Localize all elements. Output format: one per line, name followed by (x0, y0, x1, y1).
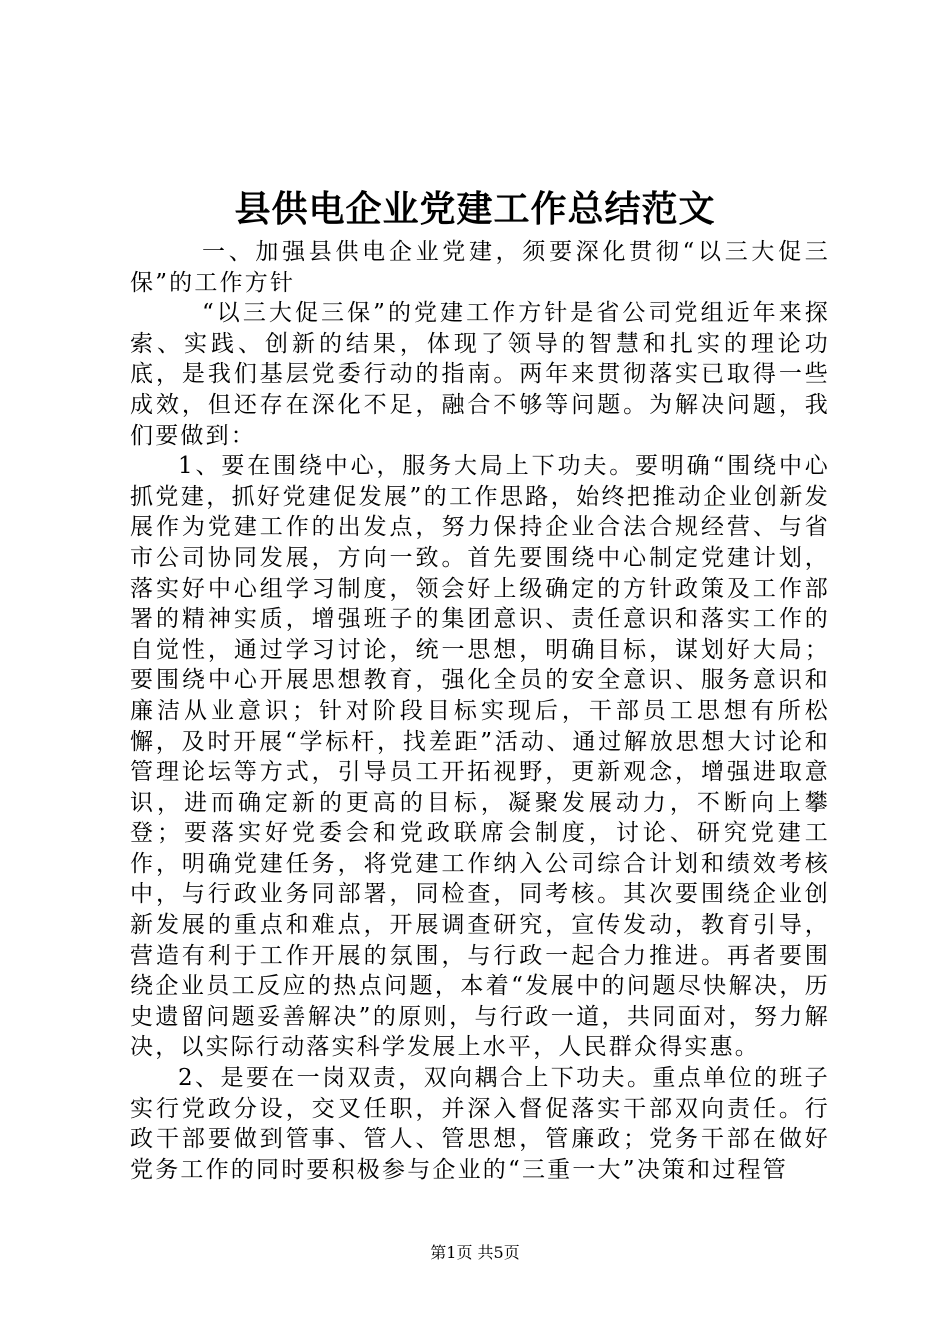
page-number-footer: 第1页 共5页 (430, 1243, 520, 1262)
paragraph-point-1: 1、要在围绕中心，服务大局上下功夫。要明确“围绕中心抓党建，抓好党建促发展”的工作思路，始终把推动企业创新发展作为党建工作的出发点，努力保持企业合法合规经营、与省市公司协同发展，方向一致。首先要围绕中心制定党建计划，落实好中心组学习制度，领会好上级确定的方针政策及工作部署的精神实质，增强班子的集团意识、责任意识和落实工作的自觉性，通过学习讨论，统一思想，明确目标，谋划好大局；要围绕中心开展思想教育，强化全员的安全意识、服务意识和廉洁从业意识；针对阶段目标实现后，干部员工思想有所松懈，及时开展“学标杆，找差距”活动、通过解放思想大讨论和管理论坛等方式，引导员工开拓视野，更新观念，增强进取意识，进而确定新的更高的目标，凝聚发展动力，不断向上攀登；要落实好党委会和党政联席会制度，讨论、研究党建工作，明确党建任务，将党建工作纳入公司综合计划和绩效考核中，与行政业务同部署，同检查，同考核。其次要围绕企业创新发展的重点和难点，开展调查研究，宣传发动，教育引导，营造有利于工作开展的氛围，与行政一起合力推进。再者要围绕企业员工反应的热点问题，本着“发展中的问题尽快解决，历史遗留问题妥善解决”的原则，与行政一道，共同面对，努力解决，以实际行动落实科学发展上水平，人民群众得实惠。 (130, 453, 830, 1061)
document-title: 县供电企业党建工作总结范文 (234, 188, 716, 230)
paragraph-point-2: 2、是要在一岗双责，双向耦合上下功夫。重点单位的班子实行党政分设，交叉任职，并深入督促落实干部双向责任。行政干部要做到管事、管人、管思想，管廉政；党务干部在做好党务工作的同时要积极参与企业的“三重一大”决策和过程管 (130, 1065, 830, 1183)
document-body (130, 237, 830, 1185)
paragraph-intro: “以三大促三保”的党建工作方针是省公司党组近年来探索、实践、创新的结果，体现了领导的智慧和扎实的理论功底，是我们基层党委行动的指南。两年来贯彻落实已取得一些成效，但还存在深化不足，融合不够等问题。为解决问题，我们要做到： (130, 300, 830, 449)
section-heading-1: 一、加强县供电企业党建，须要深化贯彻“以三大促三保”的工作方针 (130, 239, 830, 296)
